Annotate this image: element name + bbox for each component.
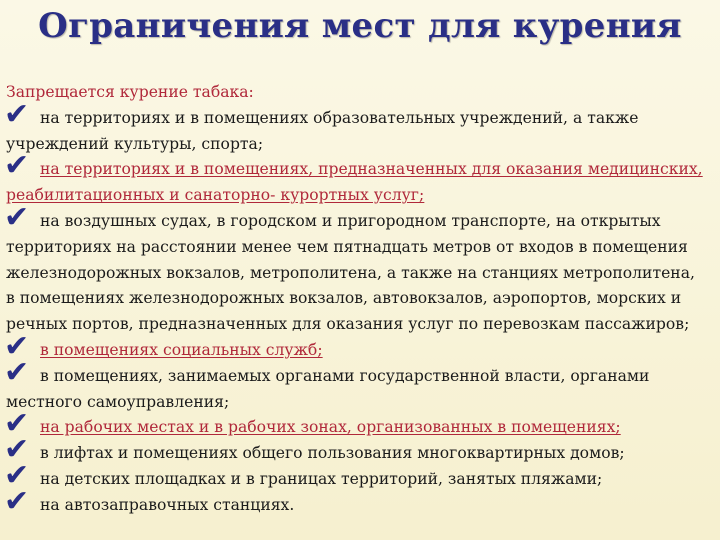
list-item-text: на территориях и в помещениях образовательных учреждений, а также учреждений культуры, спорта; <box>6 108 639 153</box>
checkmark-icon: ✔ <box>4 354 30 390</box>
list-item <box>4 148 706 209</box>
list-item-text: на рабочих местах и в рабочих зонах, организованных в помещениях; <box>40 418 621 437</box>
intro-line: Запрещается курение табака: <box>6 83 254 101</box>
checkmark-icon: ✔ <box>4 328 30 364</box>
list-item <box>4 457 706 493</box>
list-item-text: на воздушных судах, в городском и пригородном транспорте, на открытых территориях на расстоянии менее чем пятнадцать метров от входов в помещения железнодорожных вокзалов, метрополитена, а также на станциях метрополитена, в помещениях железнодорожных вокзалов, автовокзалов, аэропортов, морских и речных портов, предназначенных для оказания услуг по перевозкам пассажиров; <box>6 211 695 334</box>
checkmark-icon: ✔ <box>4 199 30 235</box>
list-item <box>4 483 706 519</box>
checkmark-icon: ✔ <box>4 148 30 184</box>
checkmark-icon: ✔ <box>4 96 30 132</box>
checkmark-icon: ✔ <box>4 457 30 493</box>
list-item <box>4 328 706 364</box>
checkmark-icon: ✔ <box>4 432 30 468</box>
checkmark-icon: ✔ <box>4 406 30 442</box>
list-item <box>4 96 706 158</box>
list-item <box>4 406 706 442</box>
list-item <box>4 354 706 416</box>
list-item-text: на автозаправочных станциях. <box>40 495 295 514</box>
restriction-list <box>4 96 706 519</box>
slide-title: Ограничения мест для курения <box>38 6 682 46</box>
list-item-text: в помещениях, занимаемых органами государственной власти, органами местного самоуправления; <box>6 366 650 411</box>
list-item-text: в помещениях социальных служб; <box>40 340 323 359</box>
list-item-text: в лифтах и помещениях общего пользования многоквартирных домов; <box>40 444 625 463</box>
list-item <box>4 199 706 338</box>
checkmark-icon: ✔ <box>4 483 30 519</box>
list-item-text: на территориях и в помещениях, предназначенных для оказания медицинских, реабилитационных и санаторно- курортных услуг; <box>6 160 703 205</box>
list-item <box>4 432 706 468</box>
slide-body <box>6 80 706 519</box>
list-item-text: на детских площадках и в границах территорий, занятых пляжами; <box>40 469 603 488</box>
